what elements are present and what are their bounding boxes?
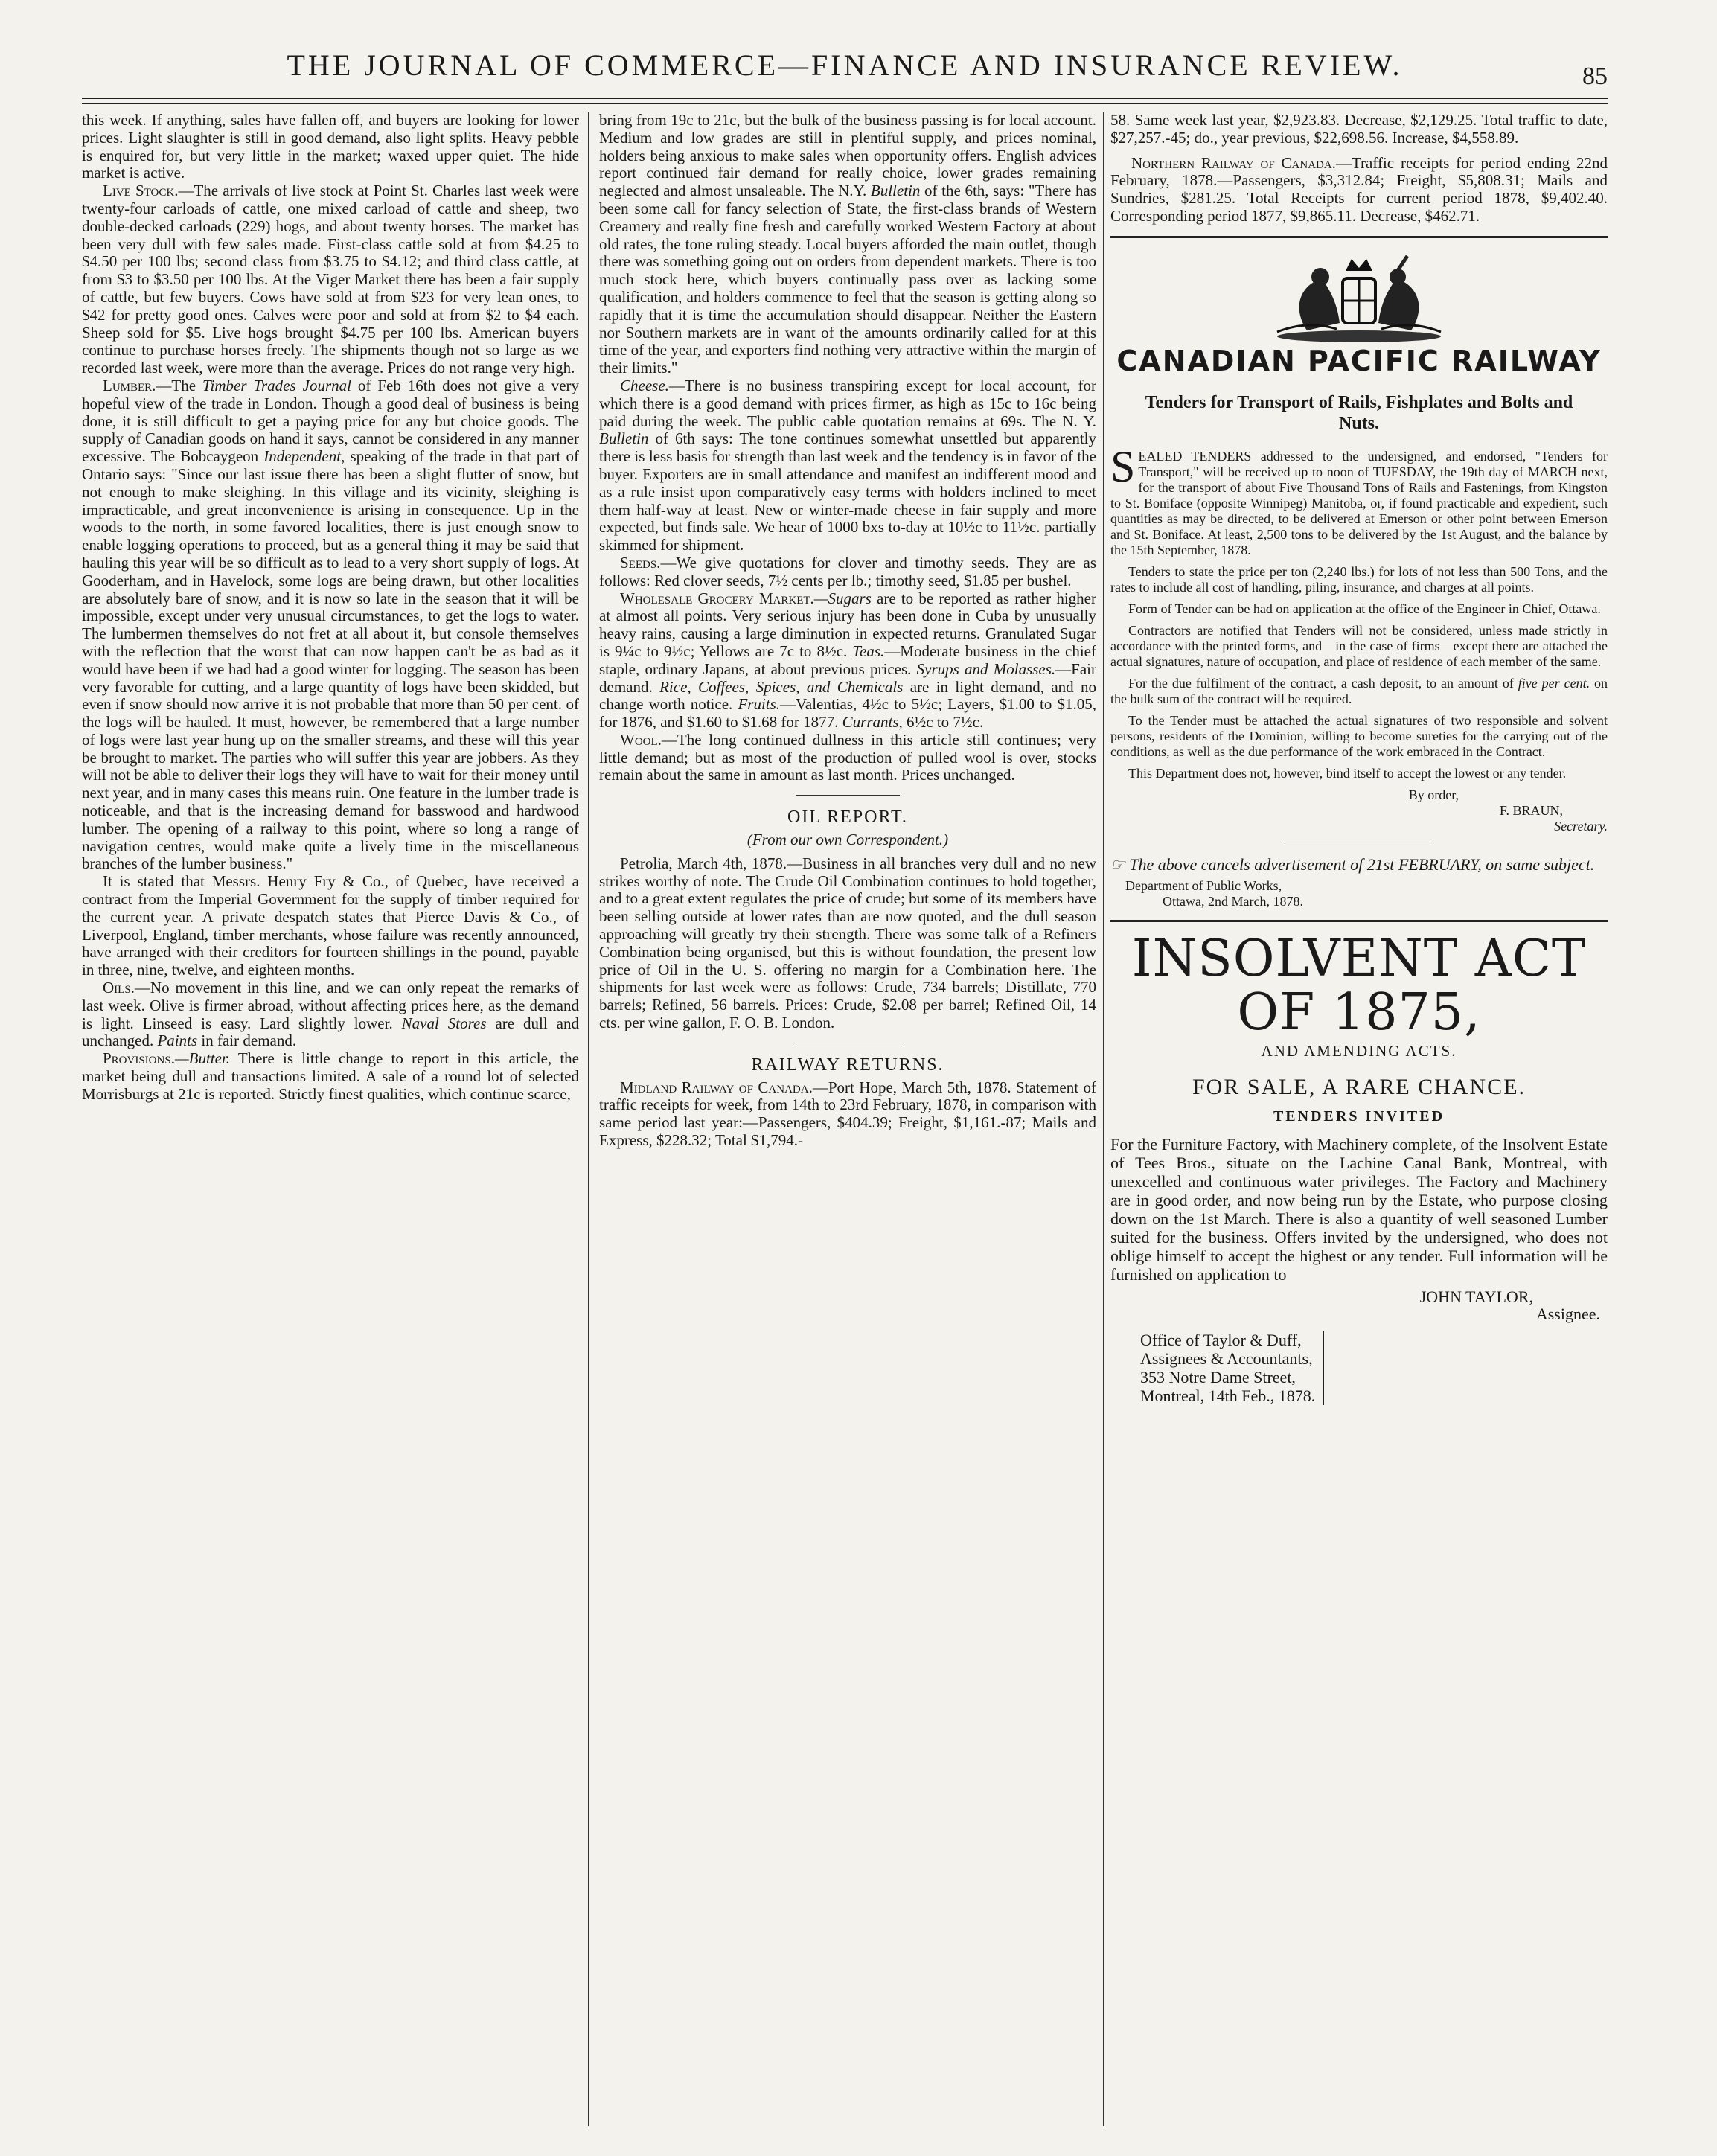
cpr-title: CANADIAN PACIFIC RAILWAY bbox=[1116, 344, 1602, 377]
for-sale-heading: FOR SALE, A RARE CHANCE. bbox=[1192, 1074, 1526, 1099]
item-name: —Sugars bbox=[813, 589, 872, 607]
paragraph-lumber bbox=[82, 377, 579, 873]
paragraph-live-stock bbox=[82, 182, 579, 377]
office-address bbox=[1140, 1331, 1324, 1405]
column-divider bbox=[1103, 112, 1104, 2126]
paragraph-text: —Fair demand. bbox=[599, 659, 1096, 696]
paragraph: To the Tender must be attached the actual signatures of two responsible and solvent persons, residents of the Dominion, willing to become sureties for the carrying out of the conditions, as well as the due performance of the work embraced in the Contract. bbox=[1110, 713, 1608, 760]
item-name: Paints bbox=[157, 1031, 198, 1050]
paragraph-text: For the due fulfilment of the contract, a cash deposit, to an amount of bbox=[1128, 676, 1518, 691]
item-name: Rice, Coffees, Spices, and Chemicals bbox=[659, 677, 904, 696]
paragraph: this week. If anything, sales have fallen off, and buyers are looking for lower prices. Light slaughter is still in good demand, also light splits. Heavy pebble is enquired for, but very little in the market; waxed upper quiet. The hide market is active. bbox=[82, 112, 579, 182]
tenders-invited: TENDERS INVITED bbox=[1273, 1107, 1445, 1125]
paragraph-text: The above cancels advertisement of 21st bbox=[1129, 855, 1398, 874]
page-number: 85 bbox=[1582, 63, 1608, 90]
paragraph-text: on the bulk sum of the contract will be required. bbox=[1110, 676, 1608, 707]
paragraph-wool bbox=[599, 732, 1096, 784]
paragraph bbox=[1110, 442, 1608, 558]
divider bbox=[796, 795, 900, 796]
divider bbox=[1110, 920, 1608, 922]
paragraph-text: are dull and unchanged. bbox=[82, 1014, 579, 1050]
cpr-notice bbox=[1110, 442, 1608, 834]
paragraph: Contractors are notified that Tenders will not be considered, unless made strictly in accordance with the printed forms, and—in the case of firms—except there are attached the actual signatures, nature of occupation, and place of residence of each member of the same. bbox=[1110, 623, 1608, 670]
dept-line: Department of Public Works, bbox=[1125, 878, 1282, 894]
section-label: Oils. bbox=[103, 979, 135, 997]
item-name: Naval Stores bbox=[401, 1014, 487, 1032]
paragraph-fry: It is stated that Messrs. Henry Fry & Co., of Quebec, have received a contract from the Imperial Government for the supply of timber required for the current year. A private despatch states that Pierce Davis & Co., of Liverpool, England, timber merchants, whose failure was recently announced, have arranged with their creditors for fourteen shillings in the pound, payable in three, nine, twelve, and eighteen months. bbox=[82, 872, 579, 979]
paragraph-text: —Valentias, 4½c to 5½c; Layers, $1.00 to $1.05, for 1876, and $1.60 to $1.68 for 1877. bbox=[599, 695, 1096, 732]
paragraph-cheese bbox=[599, 377, 1096, 554]
section-label: Cheese. bbox=[620, 376, 669, 394]
divider bbox=[1110, 236, 1608, 238]
item-name: Currants, bbox=[842, 713, 903, 732]
paragraph-text: , speaking of the trade in that part of Ontario says: "Since our last issue there has been a slight flutter of snow, but not enough to make sleighing. In this village and its vicinity, sleighing is impracticable, and great inconvenience is arising in consequence. Up in the woods to the north, in some favored localities, there is just enough snow to enable logging operations to proceed, but as a general thing it may be said that hauling this year will be so difficult as to lead to a very short supply of logs. At Gooderham, and in Havelock, some logs are being drawn, but other localities are absolutely bare of snow, and it is now so late in the season that it will be impossible, except under very unusual circumstances, to get the logs to water. The lumbermen themselves do not fret at all about it, but console themselves with the reflection that the worst that can now happen can't be as bad as it would have been if we had had a good winter for logging. The season has been very favorable for cutting, and a large quantity of logs have been skidded, but even if snow should now arrive it is not probable that more than 50 per cent. of the logs will be hauled. It must, however, be remembered that a large number of logs were last year hung up on the smaller streams, and these will this year be brought to market. The parties who will suffer this year are jobbers. As they will not be able to deliver their logs they will have to wait for their money until next year, and in many cases this means ruin. One feature in the lumber trade is noticeable, and that is the increasing demand for basswood and hardwood lumber. The opening of a railway to this point, where so long a range of navigation centres, would make quite a lively time in the miscellaneous branches of the lumber business." bbox=[82, 447, 579, 873]
paragraph-oil-report: Petrolia, March 4th, 1878.—Business in all branches very dull and no new strikes worthy of note. The Crude Oil Combination continues to hold together, and to a great extent regulates the price of crude; but some of its members have been selling outside at lower rates than are now quoted, and the dull season approaching will greatly try their strength. There was some talk of a Refiners Combination being organised, but this is without foundation, the present low price of Oil in the U. S. offering no margin for a Combination here. The shipments for last week were as follows: Crude, 734 barrels; Distillate, 770 barrels; Refined, 56 barrels. Prices: Crude, $2.08 per barrel; Refined Oil, 14 cts. per wine gallon, F. O. B. London. bbox=[599, 854, 1096, 1032]
paragraph-text: five per cent. bbox=[1518, 676, 1590, 691]
signatory-title: Secretary. bbox=[1554, 819, 1608, 834]
insolvent-act-title: INSOLVENT ACT OF 1875, bbox=[1131, 930, 1587, 1043]
paragraph-text: —Traffic receipts for period ending 22nd February, 1878.—Passengers, $3,312.84; Freight, $5,808.31; Mails and Sundries, $281.25. Total Receipts for current period 1878, $9,402.40. Corresponding period 1877, $9,865.11. Decrease, $462.71. bbox=[1110, 153, 1608, 225]
paragraph-text: are in light demand, and no change worth notice. bbox=[599, 677, 1096, 714]
column-divider bbox=[588, 112, 589, 2126]
assignee-title: Assignee. bbox=[1535, 1305, 1600, 1324]
paragraph-text: of the 6th, says: "There has been some call for fancy selection of State, the first-class brands of Western Creamery and really fine fresh and carefully worked Western Factory at about old rates, the tone ruling steady. Local buyers afforded the main outlet, though there was something going out on orders from dependent markets. There is too much stock here, which buyers continually pass over as lacking some qualification, and holders commence to feel that the season is getting along so rapidly that it is time the accumulation should disappear. Neither the Eastern nor Southern markets are in want of the amounts ordinarily called for at this time of the year, and exporters find nothing very attractive within the margin of their limits." bbox=[599, 182, 1096, 377]
paragraph-oils bbox=[82, 979, 579, 1050]
publication-name: Independent bbox=[263, 447, 342, 466]
paragraph-wholesale bbox=[599, 590, 1096, 732]
paragraph-text: in fair demand. bbox=[197, 1031, 297, 1050]
paragraph-text: —We give quotations for clover and timothy seeds. They are as follows: Red clover seeds, 7½ cents per lb.; timothy seed, $1.85 per bushel. bbox=[599, 553, 1096, 589]
paragraph-text: bring from 19c to 21c, but the bulk of the business passing is for local account. Medium and low grades are still in plentiful supply, and prices nominal, holders being anxious to make sales when opportunity offers. English advices report continued fair demand for really choice, lower grades remaining neglected and almost unsaleable. The N.Y. bbox=[599, 112, 1096, 200]
paragraph-text: of 6th says: The tone continues somewhat unsettled but apparently there is less basis for strength than last week and the tendency is in favor of the buyer. Exporters are in small attendance and manifest an indifferent mood and as a rule insist upon comparatively easy terms with holders inclined to meet them half-way at least. New or winter-made cheese in fair supply and more expected, but finds sale. We hear of 1000 bxs to-day at 10½c to 11½c. partially skimmed for shipment. bbox=[599, 429, 1096, 554]
address-line: 353 Notre Dame Street, bbox=[1140, 1368, 1296, 1387]
assignee-name: JOHN TAYLOR, bbox=[1419, 1287, 1533, 1306]
paragraph bbox=[599, 112, 1096, 377]
address-line: Assignees & Accountants, bbox=[1140, 1349, 1313, 1369]
paragraph-text: are to be reported as rather higher at almost all points. Very serious injury has been done in Cuba by unusually heavy rains, causing a large diminution in expected returns. Granulated Sugar is 9¼c to 9½c; Yellows are 7c to 8½c. bbox=[599, 589, 1096, 660]
publication-name: Bulletin bbox=[870, 182, 921, 200]
page-header bbox=[82, 45, 1608, 97]
section-label: Wholesale Grocery Market. bbox=[620, 589, 814, 607]
column-1 bbox=[82, 112, 579, 2126]
paragraph-text: EALED TENDERS addressed to the undersigned, and endorsed, "Tenders for Transport," will be received up to noon of TUESDAY, the 19th day of MARCH next, for the transport of about Five Thousand Tons of Rails and Fastenings, from Kingston to St. Boniface (opposite Winnipeg) Manitoba, or, if found practicable and expedient, such quantities as may be directed, to be delivered at Emerson or other point between Emerson and St. Boniface. At least, 2,500 tons to be delivered by the 1st August, and the balance by the 15th September, 1878. bbox=[1110, 449, 1608, 558]
paragraph-text: —There is no business transpiring except for local account, for which there is a good demand with prices firmer, as high as 15c to 16c being paid during the week. The public cable quotation remains at 69s. The N. Y. bbox=[599, 376, 1096, 430]
paragraph-text: of Feb 16th does not give a very hopeful view of the trade in London. Though a good deal of business is being done, it is still difficult to get a paying price for any but choice goods. The supply of Canadian goods on hand it says, cannot be considered in any manner excessive. The Bobcaygeon bbox=[82, 376, 579, 466]
section-label: Lumber. bbox=[103, 376, 156, 394]
paragraph-text: —The bbox=[156, 376, 203, 394]
signatory: F. BRAUN, bbox=[1499, 803, 1563, 819]
paragraph-seeds bbox=[599, 554, 1096, 590]
paragraph-text: —No movement in this line, and we can only repeat the remarks of last week. Olive is firmer abroad, without affecting prices here, as the demand is light. Linseed is easy. Lard slightly lower. bbox=[82, 979, 579, 1032]
section-label: Midland Railway of Canada. bbox=[620, 1078, 813, 1096]
amending-acts: AND AMENDING ACTS. bbox=[1261, 1042, 1457, 1061]
paragraph-provisions bbox=[82, 1050, 579, 1103]
paragraph-text: There is little change to report in this article, the market being dull and transactions limited. A sale of a round lot of selected Morrisburgs at 21c is reported. Strictly finest qualities, which continue scarce, bbox=[82, 1049, 579, 1103]
paragraph-text: —The arrivals of live stock at Point St. Charles last week were twenty-four carloads of cattle, one mixed carload of cattle and sheep, two double-decked carloads (229) hogs, and about twenty horses. The market has been very dull with few sales made. First-class cattle sold at from $4.25 to $4.50 per 100 lbs; second class from $3.75 to $4.12; and third class cattle, at from $3 to $3.50 per 100 lbs. At the Viger Market there has been a fair supply of cattle, but few buyers. Cows have sold at from $23 for very lean ones, to $42 for pretty good ones. Calves were poor and sold at from $2 to $4 each. Sheep sold for $5. Live hogs brought $4.75 per 100 lbs. American buyers continue to purchase horses freely. The shipments though not so large as we recorded last week, were more than the average. Prices do not range very high. bbox=[82, 182, 579, 377]
paragraph-midland bbox=[599, 1079, 1096, 1150]
item-name: Syrups and Molasses. bbox=[916, 659, 1056, 678]
paragraph-text: —The long continued dullness in this article still continues; very little demand; but as most of the production of pulled wool is over, stocks remain about the same in amount as last month. Prices unchanged. bbox=[599, 730, 1096, 784]
section-heading: RAILWAY RETURNS. bbox=[751, 1055, 944, 1075]
column-3 bbox=[1110, 112, 1608, 2126]
item-name: Teas. bbox=[852, 642, 885, 660]
by-order: By order, bbox=[1408, 787, 1459, 803]
paragraph bbox=[1110, 676, 1608, 707]
item-name: —Butter. bbox=[174, 1049, 231, 1068]
paragraph: Tenders to state the price per ton (2,240 lbs.) for lots of not less than 500 Tons, and the rates to include all cost of handling, piling, insurance, and charges at all points. bbox=[1110, 564, 1608, 595]
running-title: THE JOURNAL OF COMMERCE—FINANCE AND INSURANCE REVIEW. bbox=[287, 48, 1403, 82]
coat-of-arms-icon bbox=[1110, 249, 1608, 350]
paragraph: 58. Same week last year, $2,923.83. Decrease, $2,129.25. Total traffic to date, $27,257.-45; do., year previous, $22,698.56. Increase, $4,558.89. bbox=[1110, 112, 1608, 147]
paragraph: This Department does not, however, bind itself to accept the lowest or any tender. bbox=[1128, 766, 1567, 781]
pointing-hand-icon: ☞ bbox=[1110, 855, 1125, 874]
paragraph-text: 6½c to 7½c. bbox=[902, 713, 984, 732]
paragraph: Form of Tender can be had on application at the office of the Engineer in Chief, Ottawa. bbox=[1128, 601, 1601, 617]
paragraph-text: FEBRUARY, on same subject. bbox=[1398, 855, 1595, 874]
section-label: Wool. bbox=[620, 730, 662, 749]
section-label: Live Stock. bbox=[103, 182, 179, 200]
paragraph-text: —Port Hope, March 5th, 1878. Statement of traffic receipts for week, from 14th to 23rd February, 1878, in comparison with same period last year:—Passengers, $404.39; Freight, $1,161.-87; Mails and Express, $228.32; Total $1,794.- bbox=[599, 1078, 1096, 1150]
column-2 bbox=[599, 112, 1096, 2126]
section-label: Provisions. bbox=[103, 1049, 175, 1068]
paragraph-northern bbox=[1110, 155, 1608, 225]
section-label: Seeds. bbox=[620, 553, 661, 572]
section-label: Northern Railway of Canada. bbox=[1131, 153, 1336, 172]
publication-name: Timber Trades Journal bbox=[202, 376, 351, 394]
paragraph-text: —Moderate business in the chief staple, ordinary Japans, at about previous prices. bbox=[599, 642, 1096, 678]
sale-text: For the Furniture Factory, with Machinery complete, of the Insolvent Estate of Tees Bros., situate on the Lachine Canal Bank, Montreal, with unexcelled and continuous water privileges. The Factory and Machinery are in good order, and now being run by the Estate, who purpose closing down on the 1st March. There is also a quantity of well seasoned Lumber suited for the business. Offers invited by the undersigned, who does not oblige himself to accept the highest or any tender. Full information will be furnished on application to bbox=[1110, 1134, 1608, 1284]
dept-line: Ottawa, 2nd March, 1878. bbox=[1163, 894, 1303, 909]
address-line: Office of Taylor & Duff, bbox=[1140, 1331, 1302, 1350]
cpr-subtitle: Tenders for Transport of Rails, Fishplates and Bolts and Nuts. bbox=[1145, 393, 1573, 434]
header-rule bbox=[82, 98, 1608, 104]
section-heading: OIL REPORT. bbox=[787, 807, 908, 828]
address-line: Montreal, 14th Feb., 1878. bbox=[1140, 1386, 1316, 1406]
section-subheading: (From our own Correspondent.) bbox=[746, 831, 949, 849]
item-name: Fruits. bbox=[738, 695, 781, 714]
publication-name: Bulletin bbox=[599, 429, 649, 448]
cancels-note bbox=[1110, 856, 1608, 874]
drop-cap: S bbox=[1110, 442, 1136, 492]
